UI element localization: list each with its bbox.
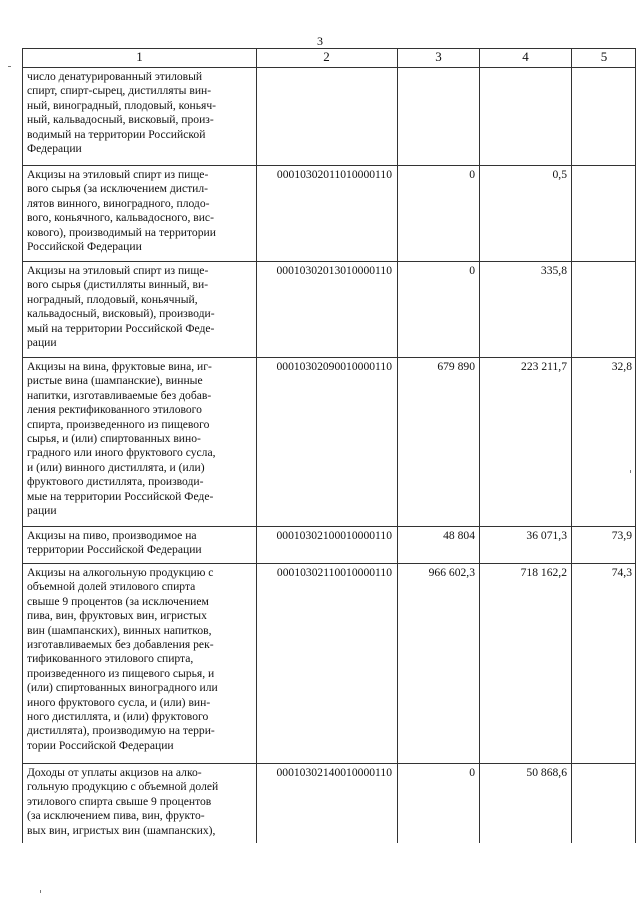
row-col3: 966 602,3 bbox=[398, 564, 480, 764]
row-col4: 36 071,3 bbox=[480, 527, 572, 564]
table-row bbox=[23, 358, 636, 527]
row-col4: 0,5 bbox=[480, 166, 572, 262]
row-description: число денатурированный этиловый спирт, спирт-сырец, дистилляты вин- ный, виноградный, плодовый, коньяч- ный, кальвадосный, висковый, произ- водимый на территории Российской Федерации bbox=[23, 68, 257, 166]
header-col-3: 3 bbox=[398, 49, 480, 68]
table-row bbox=[23, 527, 636, 564]
row-col4: 335,8 bbox=[480, 262, 572, 358]
table-row bbox=[23, 166, 636, 262]
row-col3: 0 bbox=[398, 764, 480, 844]
row-col4: 718 162,2 bbox=[480, 564, 572, 764]
table-row bbox=[23, 764, 636, 844]
row-col4: 50 868,6 bbox=[480, 764, 572, 844]
row-description: Доходы от уплаты акцизов на алко- гольную продукцию с объемной долей этилового спирта свыше 9 процентов (за исключением пива, вин, фрукто- вых вин, игристых вин (шампанских), bbox=[23, 764, 257, 844]
row-col5 bbox=[572, 262, 636, 358]
row-col5: 73,9 bbox=[572, 527, 636, 564]
row-code: 00010302100010000110 bbox=[257, 527, 398, 564]
header-col-1: 1 bbox=[23, 49, 257, 68]
row-col5 bbox=[572, 764, 636, 844]
page-number: 3 bbox=[317, 34, 323, 48]
row-col5: 74,3 bbox=[572, 564, 636, 764]
row-description: Акцизы на алкогольную продукцию с объемной долей этилового спирта свыше 9 процентов (за исключением пива, вин, фруктовых вин, игристых вин (шампанских), винных напитков, изготавливаемых без добавления рек- тификованного этилового спирта, произведенного из пищевого сырья, и (или) спиртованных виноградного или иного фруктового сусла, и (или) вин- ного дистиллята, и (или) фруктового дистиллята), производимую на терри- тории Российской Федерации bbox=[23, 564, 257, 764]
row-code: 00010302110010000110 bbox=[257, 564, 398, 764]
table-row bbox=[23, 262, 636, 358]
row-col3: 0 bbox=[398, 166, 480, 262]
row-col5 bbox=[572, 166, 636, 262]
table-row bbox=[23, 68, 636, 166]
row-code: 00010302013010000110 bbox=[257, 262, 398, 358]
header-col-2: 2 bbox=[257, 49, 398, 68]
row-col5: 32,8 bbox=[572, 358, 636, 527]
row-col3: 0 bbox=[398, 262, 480, 358]
row-col4: 223 211,7 bbox=[480, 358, 572, 527]
header-col-4: 4 bbox=[480, 49, 572, 68]
header-col-5: 5 bbox=[572, 49, 636, 68]
table-row bbox=[23, 564, 636, 764]
scan-speck bbox=[40, 890, 41, 893]
row-code: 00010302090010000110 bbox=[257, 358, 398, 527]
row-col3: 679 890 bbox=[398, 358, 480, 527]
row-col3: 48 804 bbox=[398, 527, 480, 564]
row-description: Акцизы на этиловый спирт из пище- вого сырья (за исключением дистил- лятов винного, виноградного, плодо- вого, коньячного, кальвадосного, вис- кового), производимый на территории Российской Федерации bbox=[23, 166, 257, 262]
scan-speck bbox=[8, 66, 11, 67]
header-row bbox=[23, 49, 636, 68]
row-description: Акцизы на вина, фруктовые вина, иг- ристые вина (шампанские), винные напитки, изготавливаемые без добав- ления ректификованного этилового спирта, произведенного из пищевого сырья, и (или) спиртованных вино- градного или иного фруктового сусла, и (или) винного дистиллята, и (или) фруктового дистиллята, производи- мые на территории Российской Феде- рации bbox=[23, 358, 257, 527]
scan-speck bbox=[630, 470, 631, 473]
row-description: Акцизы на этиловый спирт из пище- вого сырья (дистилляты винный, ви- ноградный, плодовый, коньячный, кальвадосный, висковый), производи- мый на территории Российской Феде- рации bbox=[23, 262, 257, 358]
row-code bbox=[257, 68, 398, 166]
row-description: Акцизы на пиво, производимое на территории Российской Федерации bbox=[23, 527, 257, 564]
row-col5 bbox=[572, 68, 636, 166]
row-col4 bbox=[480, 68, 572, 166]
revenue-table bbox=[22, 48, 636, 843]
row-code: 00010302140010000110 bbox=[257, 764, 398, 844]
row-code: 00010302011010000110 bbox=[257, 166, 398, 262]
row-col3 bbox=[398, 68, 480, 166]
